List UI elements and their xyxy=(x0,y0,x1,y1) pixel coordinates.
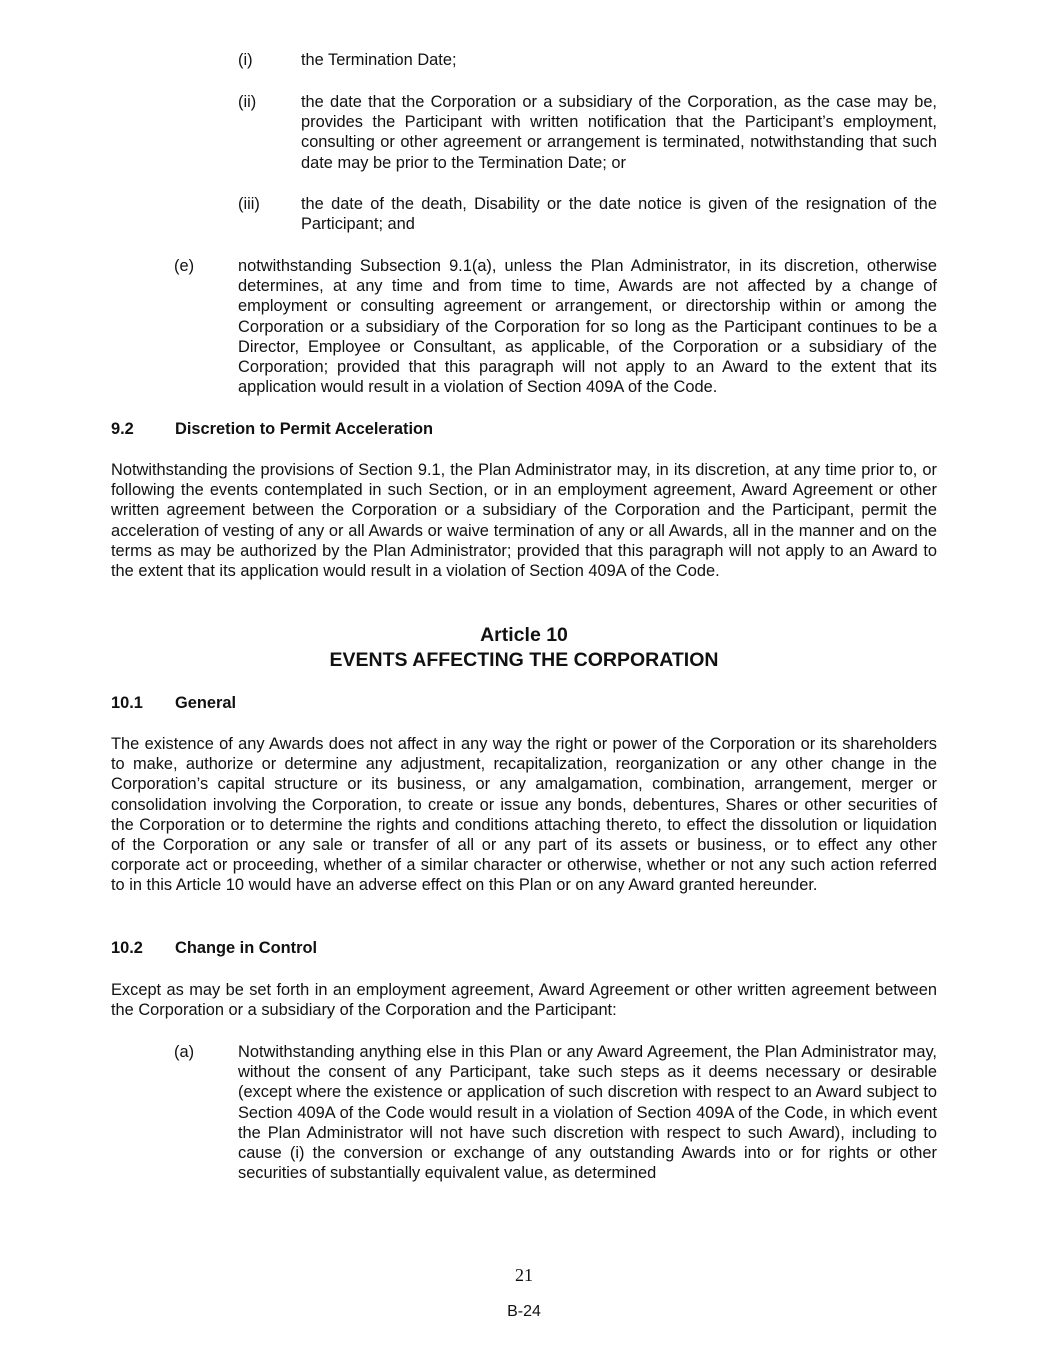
footer-code: B-24 xyxy=(507,1303,541,1320)
item-text-ii: the date that the Corporation or a subsidiary of the Corporation, as the case may be, provides the Participant with written notification that the Participant’s employment, consulting or other agreement or arrangement is terminated, notwithstanding that such date may be prior to the Termination Date; or xyxy=(301,93,937,172)
page-number: 21 xyxy=(515,1265,533,1285)
article-number: Article 10 xyxy=(480,624,568,646)
item-label-i: (i) xyxy=(238,51,253,69)
section-title: General xyxy=(175,694,237,712)
section-title: Discretion to Permit Acceleration xyxy=(175,420,434,438)
section-number: 10.2 xyxy=(111,939,143,957)
section-body-9-2: Notwithstanding the provisions of Section 9.1, the Plan Administrator may, in its discretion, at any time prior to, or following the events contemplated in such Section, or in an employment agreement, Award Agreement or other written agreement between the Corporation or a subsidiary of the Corporation and the Participant, permit the acceleration of vesting of any or all Awards or waive termination of any or all Awards, all in the manner and on the terms as may be authorized by the Plan Administrator; provided that this paragraph will not apply to an Award to the extent that its application would result in a violation of Section 409A of the Code. xyxy=(111,461,937,581)
section-number: 10.1 xyxy=(111,694,143,712)
section-body-10-2: Except as may be set forth in an employment agreement, Award Agreement or other written agreement between the Corporation or a subsidiary of the Corporation and the Participant: xyxy=(111,981,937,1020)
item-label-a: (a) xyxy=(174,1043,195,1061)
item-text-a: Notwithstanding anything else in this Plan or any Award Agreement, the Plan Administrator may, without the consent of any Participant, take such steps as it deems necessary or desirable (except where the existence or application of such discretion with respect to an Award subject to Section 409A of the Code would result in a violation of Section 409A of the Code, in which event the Plan Administrator will not have such discretion with respect to such Award), including to cause (i) the conversion or exchange of any outstanding Awards into or for rights or other securities of substantially equivalent value, as determined xyxy=(238,1043,937,1183)
item-label-iii: (iii) xyxy=(238,195,260,213)
section-title: Change in Control xyxy=(175,939,318,957)
section-body-10-1: The existence of any Awards does not affect in any way the right or power of the Corporation or its shareholders to make, authorize or determine any adjustment, recapitalization, reorganization or any other change in the Corporation’s capital structure or its business, or any amalgamation, combination, arrangement, merger or consolidation involving the Corporation, to create or issue any bonds, debentures, Shares or other securities of the Corporation or to determine the rights and conditions attaching thereto, to effect the dissolution or liquidation of the Corporation or any sale or transfer of all or any part of its assets or business, or to effect any other corporate act or proceeding, whether of a similar character or otherwise, whether or not any such action referred to in this Article 10 would have an adverse effect on this Plan or on any Award granted hereunder. xyxy=(111,735,937,895)
item-label-ii: (ii) xyxy=(238,93,257,111)
item-label-e: (e) xyxy=(174,257,195,275)
item-text-i: the Termination Date; xyxy=(301,51,457,69)
item-text-e: notwithstanding Subsection 9.1(a), unless the Plan Administrator, in its discretion, otherwise determines, at any time and from time to time, Awards are not affected by a change of employment or consulting agreement or arrangement, or directorship within or among the Corporation or a subsidiary of the Corporation for so long as the Participant continues to be a Director, Employee or Consultant, as applicable, of the Corporation or a subsidiary of the Corporation; provided that this paragraph will not apply to an Award to the extent that its application would result in a violation of Section 409A of the Code. xyxy=(238,257,937,397)
item-text-iii: the date of the death, Disability or the date notice is given of the resignation of the Participant; and xyxy=(301,195,937,234)
article-title: EVENTS AFFECTING THE CORPORATION xyxy=(329,649,719,671)
section-number: 9.2 xyxy=(111,420,134,438)
